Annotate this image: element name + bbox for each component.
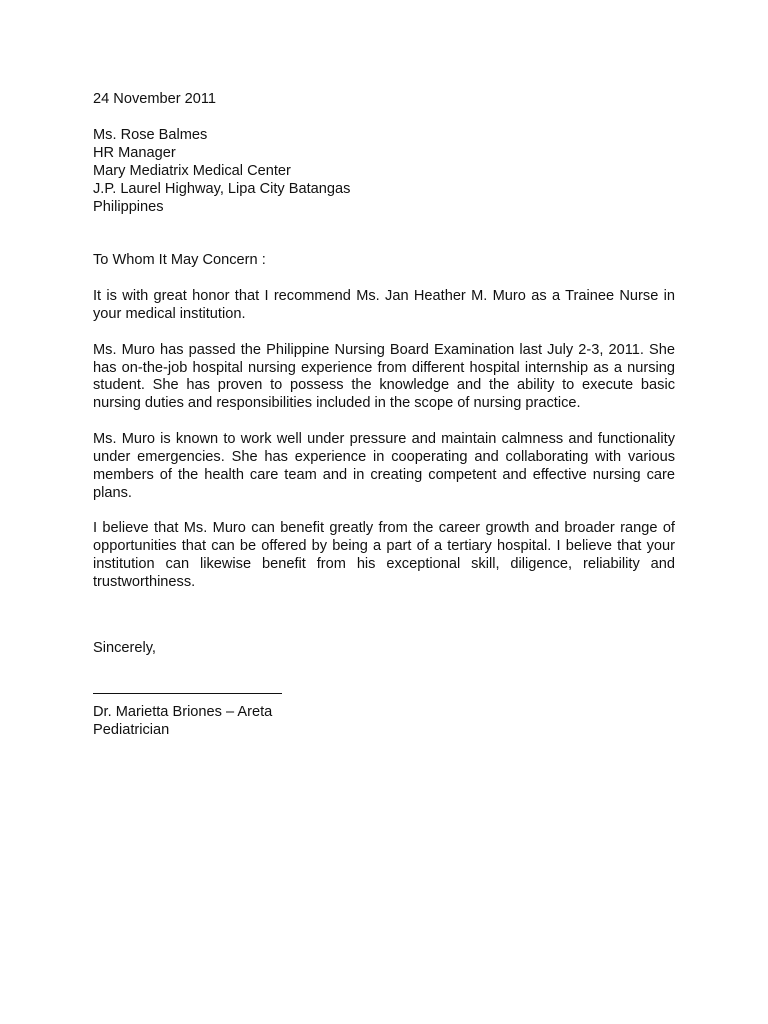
letter-paragraph: I believe that Ms. Muro can benefit greatly from the career growth and broader range of opportunities that can be offered by being a part of a tertiary hospital. I believe that your institution can likewise benefit from his exceptional skill, diligence, reliability and trustworthiness. [93,519,675,590]
signer-block [93,704,675,740]
recipient-organization: Mary Mediatrix Medical Center [93,162,291,179]
letter-paragraph: Ms. Muro has passed the Philippine Nursing Board Examination last July 2-3, 2011. She has on-the-job hospital nursing experience from different hospital internship as a nursing student. She has proven to possess the knowledge and the ability to execute basic nursing duties and responsibilities included in the scope of nursing practice. [93,341,675,412]
signer-name: Dr. Marietta Briones – Areta [93,704,273,721]
letter-paragraph: Ms. Muro is known to work well under pressure and maintain calmness and functionality under emergencies. She has experience in cooperating and collaborating with various members of the health care team and in creating competent and effective nursing care plans. [93,430,675,501]
recipient-address: J.P. Laurel Highway, Lipa City Batangas [93,180,351,197]
recipient-block [93,127,675,217]
recipient-title: HR Manager [93,144,176,161]
letter-paragraph: It is with great honor that I recommend Ms. Jan Heather M. Muro as a Trainee Nurse in your medical institution. [93,288,675,323]
closing: Sincerely, [93,639,156,656]
salutation: To Whom It May Concern : [93,252,266,269]
recommendation-letter [93,91,675,740]
recipient-country: Philippines [93,198,164,215]
signature-line [93,693,282,694]
signer-title: Pediatrician [93,722,170,739]
recipient-name: Ms. Rose Balmes [93,126,208,143]
letter-date: 24 November 2011 [93,91,217,107]
